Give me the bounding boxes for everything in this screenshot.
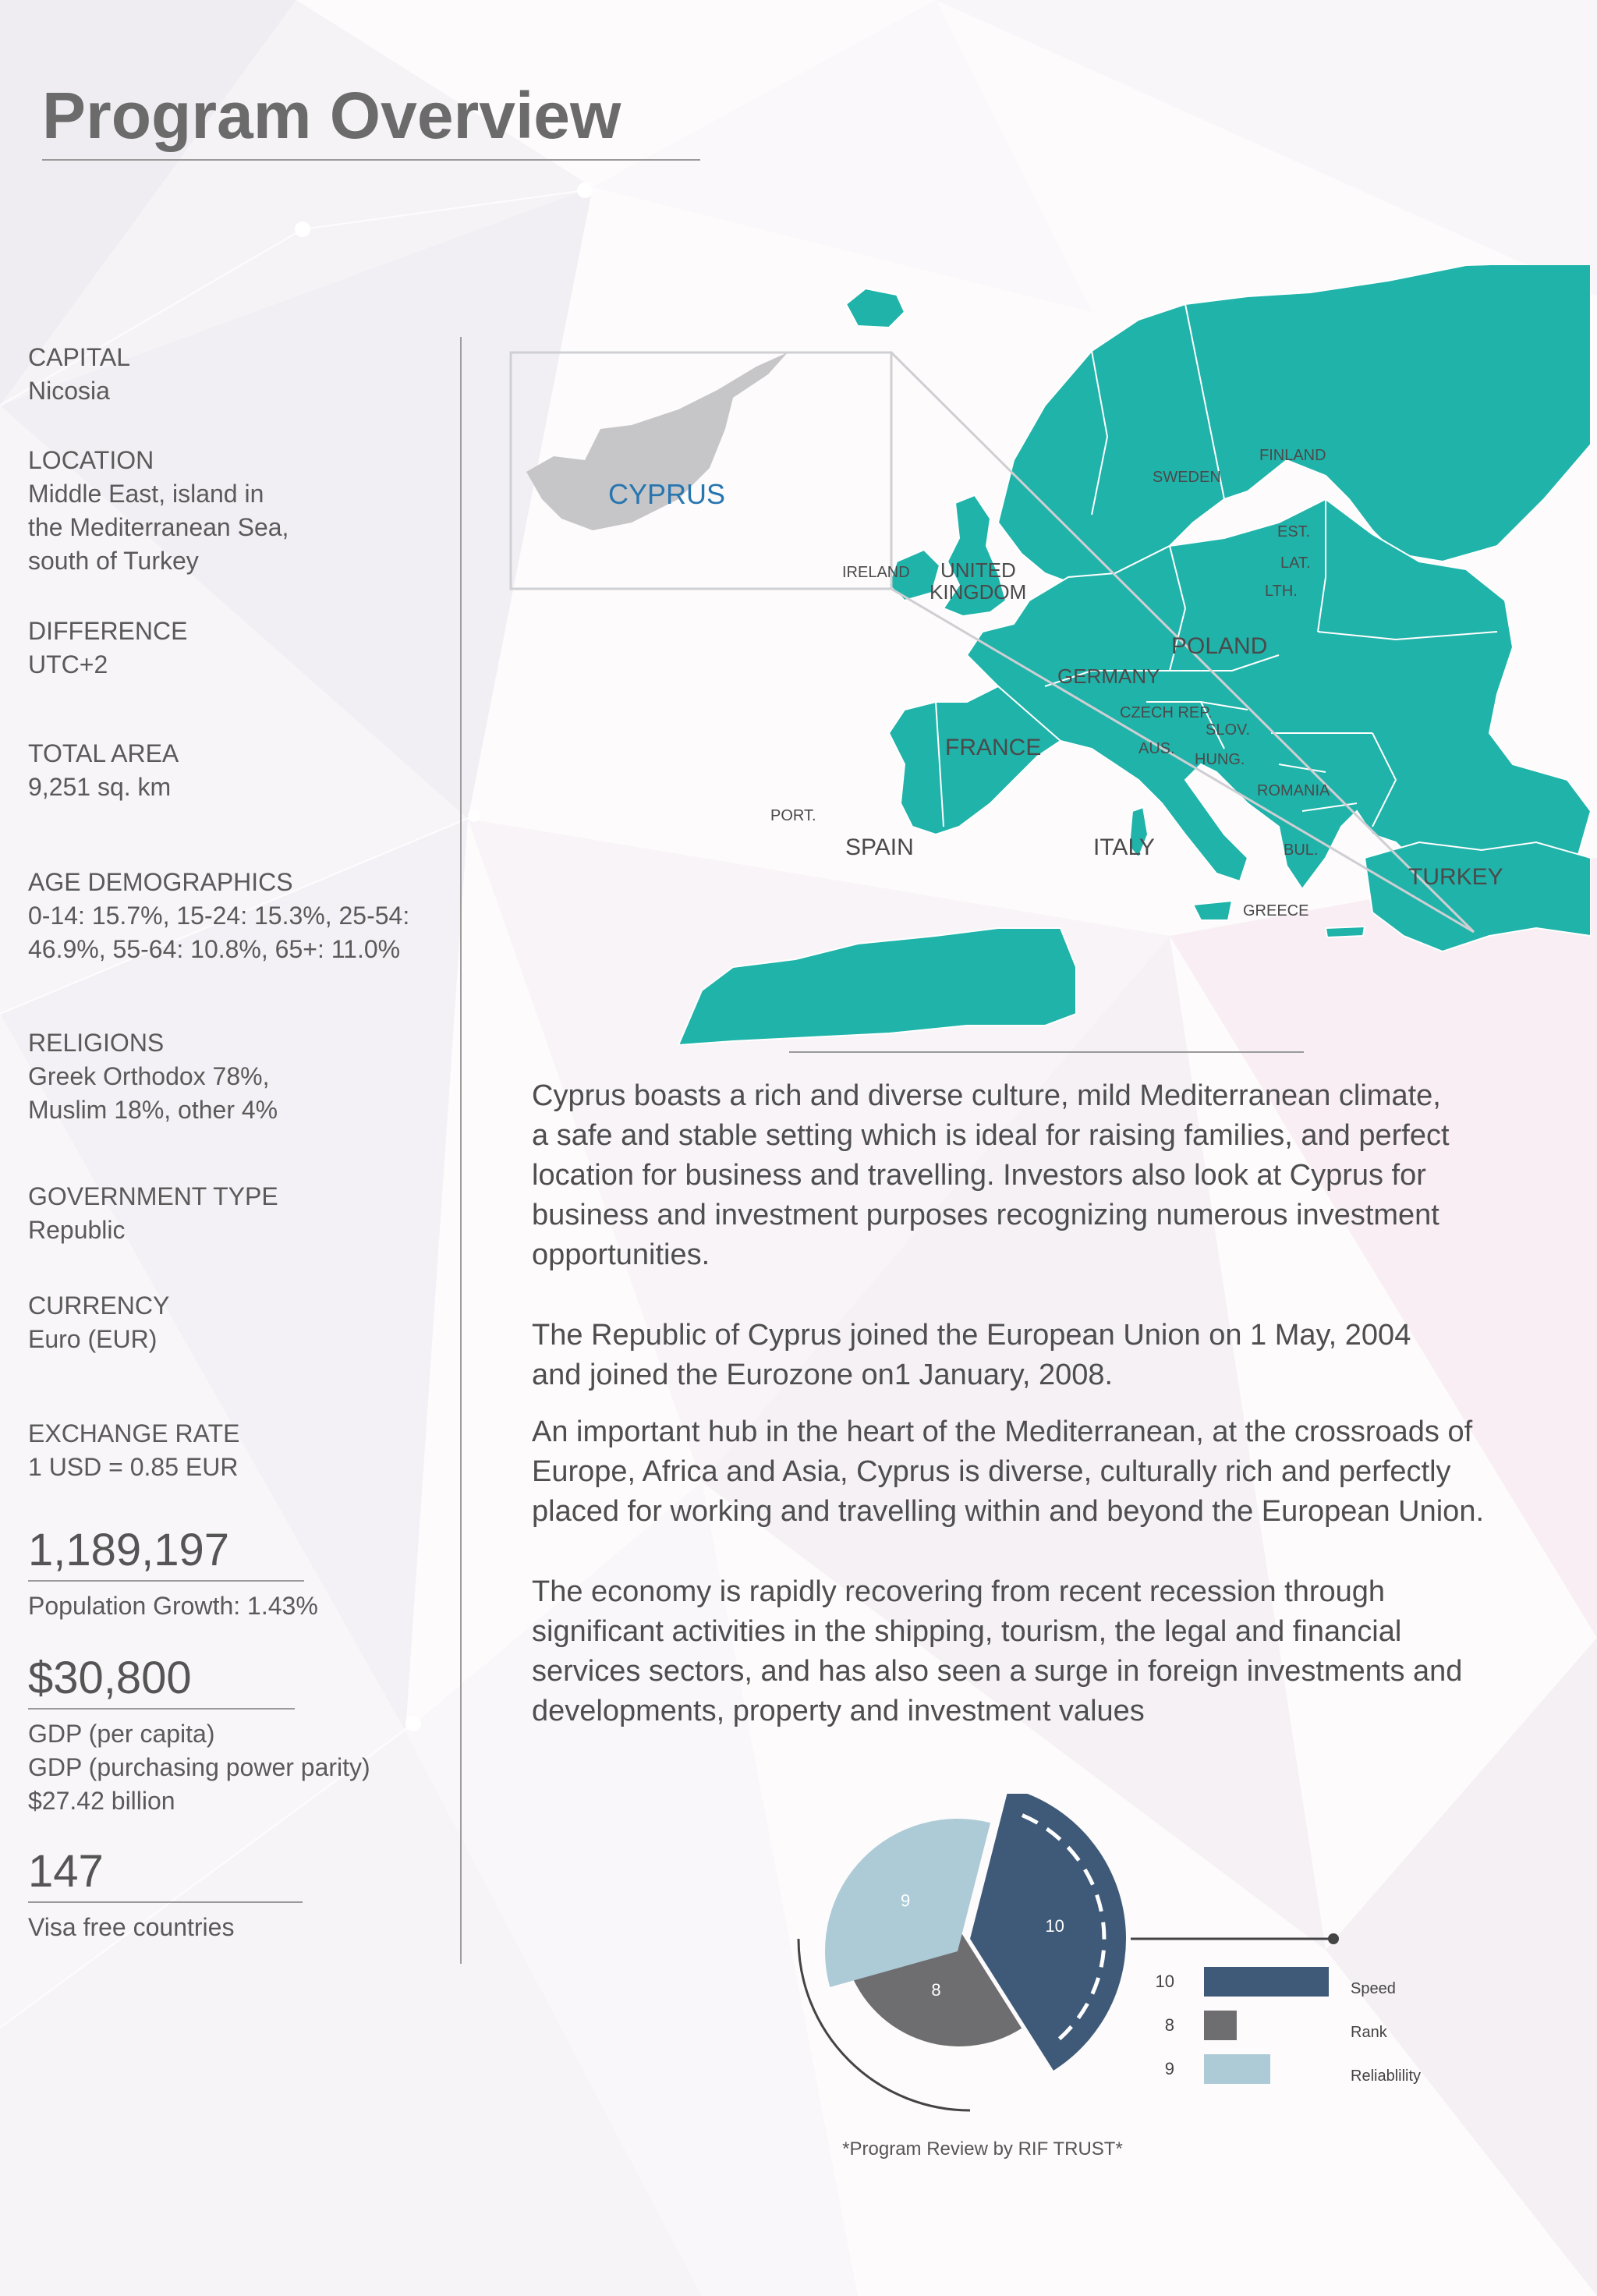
fact-capital — [28, 341, 449, 408]
map-underline — [789, 1051, 1304, 1053]
label-france: FRANCE — [945, 735, 1042, 760]
fact-value: UTC+2 — [28, 650, 108, 679]
stat-caption: Population Growth: 1.43% — [28, 1592, 318, 1620]
fact-age-demographics — [28, 866, 449, 966]
paragraph-line: a safe and stable setting which is ideal for raising families, and perfect — [532, 1119, 1450, 1152]
label-turkey: TURKEY — [1408, 864, 1503, 890]
paragraph-line: services sectors, and has also seen a surge in foreign investments and — [532, 1655, 1463, 1688]
fact-value: south of Turkey — [28, 547, 199, 575]
paragraph-line: Europe, Africa and Asia, Cyprus is diverse, culturally rich and perfectly — [532, 1455, 1451, 1488]
europe-landmass — [678, 265, 1591, 1045]
fact-value: 46.9%, 55-64: 10.8%, 65+: 11.0% — [28, 935, 401, 963]
legend-value: 8 — [1164, 2015, 1174, 2035]
chart-legend — [1156, 1967, 1422, 2085]
label-estonia: EST. — [1277, 523, 1311, 540]
label-lithuania: LTH. — [1265, 583, 1298, 600]
legend-bar-speed — [1204, 1967, 1329, 1997]
label-spain: SPAIN — [845, 834, 914, 860]
stat-caption: GDP (per capita) — [28, 1720, 215, 1748]
europe-map — [499, 265, 1591, 1045]
pie-value-label: 10 — [1045, 1915, 1064, 1936]
paragraph-line: developments, property and investment values — [532, 1695, 1145, 1727]
fact-value: Euro (EUR) — [28, 1325, 158, 1353]
stat-caption: $27.42 billion — [28, 1787, 175, 1815]
fact-label: GOVERNMENT TYPE — [28, 1182, 278, 1210]
fact-label: CURRENCY — [28, 1292, 170, 1320]
label-portugal: PORT. — [770, 807, 816, 824]
label-hungary: HUNG. — [1195, 751, 1245, 768]
legend-bar-reliablility — [1204, 2054, 1270, 2084]
paragraph-line: placed for working and travelling within and beyond the European Union. — [532, 1495, 1485, 1528]
fact-value: the Mediterranean Sea, — [28, 513, 289, 541]
legend-label: Speed — [1351, 1980, 1396, 1997]
fact-difference — [28, 615, 449, 682]
stat-caption: GDP (purchasing power parity) — [28, 1753, 370, 1781]
label-bulgaria: BUL. — [1284, 842, 1319, 859]
paragraph-economy — [532, 1572, 1577, 1731]
paragraph-line: significant activities in the shipping, tourism, the legal and financial — [532, 1615, 1402, 1648]
paragraph-line: business and investment purposes recognizing numerous investment — [532, 1199, 1439, 1231]
column-divider — [460, 337, 462, 1964]
paragraph-hub — [532, 1412, 1577, 1532]
chart-connector-dot — [1328, 1933, 1339, 1944]
label-slovakia: SLOV. — [1206, 721, 1251, 739]
paragraph-line: The economy is rapidly recovering from recent recession through — [532, 1575, 1386, 1608]
label-poland: POLAND — [1171, 633, 1268, 659]
page-title: Program Overview — [42, 79, 621, 152]
fact-label: CAPITAL — [28, 343, 130, 371]
fact-label: DIFFERENCE — [28, 617, 188, 645]
label-finland: FINLAND — [1259, 447, 1326, 464]
legend-label: Rank — [1351, 2024, 1387, 2041]
program-review-chart — [772, 1794, 1458, 2121]
fact-value: Greek Orthodox 78%, — [28, 1062, 270, 1090]
stat-gdp — [28, 1653, 449, 1818]
legend-label: Reliablility — [1351, 2067, 1422, 2085]
label-austria: AUS. — [1138, 740, 1175, 757]
paragraph-line: location for business and travelling. Investors also look at Cyprus for — [532, 1159, 1426, 1192]
stat-underline — [28, 1580, 304, 1582]
fact-value: Nicosia — [28, 377, 110, 405]
fact-exchange-rate — [28, 1417, 449, 1484]
fact-government-type — [28, 1180, 449, 1247]
legend-bar-rank — [1204, 2011, 1237, 2040]
fact-value: 0-14: 15.7%, 15-24: 15.3%, 25-54: — [28, 902, 410, 930]
fact-value: 1 USD = 0.85 EUR — [28, 1453, 239, 1481]
fact-value: Middle East, island in — [28, 480, 264, 508]
stat-value: 1,189,197 — [28, 1525, 230, 1575]
footnote: *Program Review by RIF TRUST* — [842, 2138, 1123, 2160]
label-greece: GREECE — [1243, 902, 1309, 919]
stat-underline — [28, 1901, 303, 1903]
cyprus-label: CYPRUS — [608, 478, 726, 510]
label-kingdom: KINGDOM — [930, 580, 1027, 604]
label-united: UNITED — [940, 558, 1016, 582]
paragraph-line: and joined the Eurozone on1 January, 2008. — [532, 1359, 1114, 1391]
paragraph-culture — [532, 1076, 1577, 1275]
pie-value-label: 8 — [931, 1980, 941, 2000]
paragraph-eu — [532, 1316, 1577, 1395]
title-underline — [42, 159, 700, 161]
label-czech-rep: CZECH REP. — [1120, 704, 1213, 721]
paragraph-line: opportunities. — [532, 1238, 710, 1271]
stat-population — [28, 1525, 449, 1623]
stat-caption: Visa free countries — [28, 1913, 235, 1941]
stat-value: $30,800 — [28, 1653, 192, 1703]
fact-currency — [28, 1289, 449, 1356]
fact-label: AGE DEMOGRAPHICS — [28, 868, 293, 896]
label-germany: GERMANY — [1057, 664, 1160, 688]
fact-religions — [28, 1026, 449, 1127]
fact-total-area — [28, 737, 449, 804]
legend-value: 10 — [1155, 1972, 1174, 1991]
paragraph-line: The Republic of Cyprus joined the European Union on 1 May, 2004 — [532, 1319, 1411, 1352]
stat-underline — [28, 1708, 295, 1710]
fact-value: Republic — [28, 1216, 126, 1244]
stat-value: 147 — [28, 1846, 104, 1897]
fact-label: EXCHANGE RATE — [28, 1419, 240, 1447]
legend-value: 9 — [1164, 2059, 1174, 2078]
label-romania: ROMANIA — [1257, 782, 1330, 799]
pie-slices — [825, 1794, 1126, 2071]
fact-value: Muslim 18%, other 4% — [28, 1096, 278, 1124]
pie-value-label: 9 — [900, 1890, 911, 1911]
stat-visa-free — [28, 1847, 449, 1944]
fact-value: 9,251 sq. km — [28, 773, 172, 801]
fact-label: RELIGIONS — [28, 1029, 165, 1057]
label-italy: ITALY — [1093, 834, 1155, 860]
label-ireland: IRELAND — [842, 564, 910, 581]
fact-location — [28, 444, 449, 578]
label-sweden: SWEDEN — [1153, 469, 1221, 486]
paragraph-line: Cyprus boasts a rich and diverse culture, mild Mediterranean climate, — [532, 1079, 1441, 1112]
paragraph-line: An important hub in the heart of the Mediterranean, at the crossroads of — [532, 1416, 1473, 1448]
label-latvia: LAT. — [1280, 555, 1311, 572]
fact-label: LOCATION — [28, 446, 154, 474]
fact-label: TOTAL AREA — [28, 739, 179, 767]
